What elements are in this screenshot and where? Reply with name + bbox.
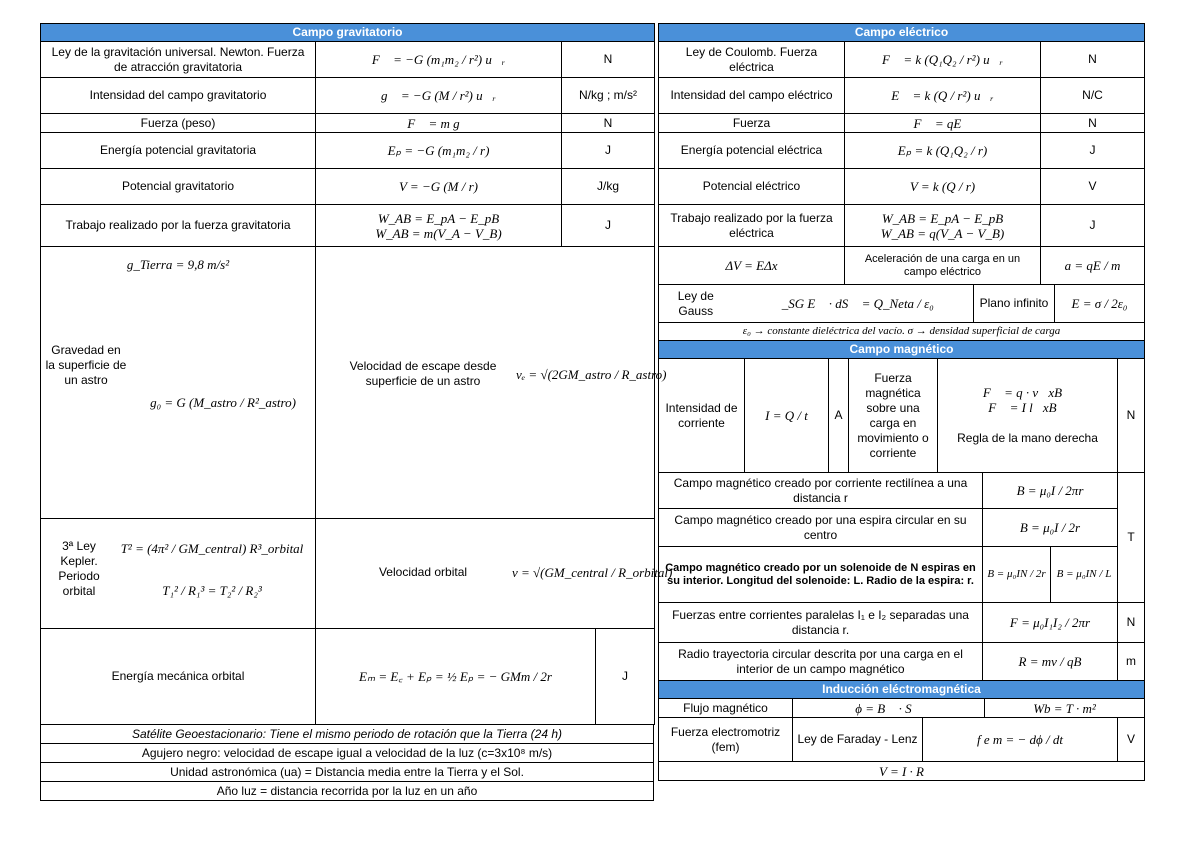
table-row [659, 78, 1145, 114]
gravitational-table [40, 23, 655, 247]
magnetic-header: Campo magnético [659, 341, 1145, 359]
emf-formula: f e m = − dϕ / dt [923, 718, 1118, 762]
row-formula: E⃗ = k (Q / r²) u⃗ᵣ [845, 78, 1041, 114]
mechanical-energy-formula: Eₘ = E꜀ + Eₚ = ½ Eₚ = − GMm / 2r [316, 629, 596, 725]
row-label: Intensidad del campo eléctrico [659, 78, 845, 114]
notes-table [40, 724, 654, 801]
gravity-table [40, 246, 673, 629]
induction-header: Inducción eléctromagnética [659, 681, 1145, 699]
row-unit: N [562, 114, 655, 133]
row-label: Fuerza (peso) [41, 114, 316, 133]
row-formula: g⃗ = −G (M / r²) u⃗ᵣ [316, 78, 562, 114]
solenoid-radius-formula: B = μ₀IN / 2r [983, 547, 1051, 603]
table-row [41, 114, 655, 133]
row-unit: N [1041, 114, 1145, 133]
escape-velocity-formula: vₑ = √(2GM_astro / R_astro) [516, 367, 667, 382]
magnetic-extra-table [658, 602, 1145, 699]
row-label: Energía potencial eléctrica [659, 133, 845, 169]
row-unit: J [562, 205, 655, 247]
escape-velocity-cell [316, 247, 667, 519]
circular-path-unit: m [1118, 643, 1145, 681]
row-formula: F⃗ = qE⃗ [845, 114, 1041, 133]
kepler-label: 3ª Ley Kepler. Periodo orbital [58, 539, 100, 598]
emf-table [658, 717, 1145, 781]
escape-velocity-label: Velocidad de escape desde superficie de un astro [349, 359, 497, 388]
current-formula: I = Q / t [745, 359, 829, 473]
parallel-currents-formula: F = μ₀I₁I₂ / 2πr [983, 603, 1118, 643]
kepler-cell [41, 519, 316, 629]
magnetic-force-current-formula: F⃗ = I l⃗xB⃗ [988, 400, 1067, 415]
acceleration-label: Aceleración de una carga en un campo eléctrico [845, 247, 1041, 285]
electric-header: Campo eléctrico [659, 24, 1145, 42]
mechanical-energy-label: Energía mecánica orbital [41, 629, 316, 725]
infinite-plane-label: Plano infinito [974, 285, 1055, 323]
gravitational-header: Campo gravitatorio [41, 24, 655, 42]
straight-wire-label: Campo magnético creado por corriente rectilínea a una distancia r [659, 473, 983, 509]
ohm-law-formula: V = I · R [659, 762, 1145, 781]
note-astronomical-unit: Unidad astronómica (ua) = Distancia media entre la Tierra y el Sol. [41, 763, 654, 782]
magnetic-force-unit: N [1118, 359, 1145, 473]
row-label: Ley de Coulomb. Fuerza eléctrica [659, 42, 845, 78]
right-hand-rule: Regla de la mano derecha [957, 431, 1098, 445]
row-label: Trabajo realizado por la fuerza gravitatoria [41, 205, 316, 247]
row-unit: N/C [1041, 78, 1145, 114]
table-row [659, 169, 1145, 205]
emf-label: Fuerza electromotriz (fem) [659, 718, 793, 762]
circular-path-formula: R = mv / qB [983, 643, 1118, 681]
row-unit: J [562, 133, 655, 169]
row-label: Intensidad del campo gravitatorio [41, 78, 316, 114]
row-formula-line: W_AB = E_pA − E_pB [377, 210, 500, 226]
solenoid-length-formula: B = μ₀IN / L [1051, 547, 1118, 603]
row-formula: F⃗ = k (Q₁Q₂ / r²) u⃗ᵣ [845, 42, 1041, 78]
row-unit: N/kg ; m/s² [562, 78, 655, 114]
note-geostationary: Satélite Geoestacionario: Tiene el mismo periodo de rotación que la Tierra (24 h) [41, 725, 654, 744]
table-row [659, 205, 1145, 247]
row-formula: F⃗ = −G (m₁m₂ / r²) u⃗ᵣ [316, 42, 562, 78]
row-label: Fuerza [659, 114, 845, 133]
magnetic-force-cell [938, 359, 1118, 473]
row-label: Ley de la gravitación universal. Newton. Fuerza de atracción gravitatoria [41, 42, 316, 78]
table-row [659, 133, 1145, 169]
table-row [659, 114, 1145, 133]
emf-unit: V [1118, 718, 1145, 762]
row-label: Potencial gravitatorio [41, 169, 316, 205]
mechanical-energy-unit: J [596, 629, 655, 725]
note-black-hole: Agujero negro: velocidad de escape igual a velocidad de la luz (c=3x10⁸ m/s) [41, 744, 654, 763]
epsilon-note: ε₀ → constante dieléctrica del vacío. σ → densidad superficial de carga [659, 323, 1145, 341]
row-formula: Eₚ = −G (m₁m₂ / r) [316, 133, 562, 169]
magnetic-force-table [658, 358, 1145, 473]
induction-table [658, 698, 1145, 718]
magnetic-field-unit: T [1118, 473, 1145, 603]
magnetic-force-label: Fuerza magnética sobre una carga en movimiento o corriente [849, 359, 938, 473]
row-unit: J/kg [562, 169, 655, 205]
row-unit: N [562, 42, 655, 78]
table-row [41, 169, 655, 205]
table-row [659, 42, 1145, 78]
table-row [41, 78, 655, 114]
row-formula: Eₚ = k (Q₁Q₂ / r) [845, 133, 1041, 169]
table-row [41, 133, 655, 169]
orbital-velocity-formula: v = √(GM_central / R_orbital) [512, 565, 673, 580]
potential-difference-formula: ΔV = EΔx [659, 247, 845, 285]
row-formula: V = −G (M / r) [316, 169, 562, 205]
kepler-ratio-formula: T₁² / R₁³ = T₂² / R₂³ [162, 583, 262, 598]
row-formula-line: W_AB = m(V_A − V_B) [375, 225, 502, 241]
row-formula [316, 205, 562, 247]
row-unit: J [1041, 205, 1145, 247]
parallel-currents-label: Fuerzas entre corrientes paralelas I₁ e I₂ separadas una distancia r. [659, 603, 983, 643]
row-unit: J [1041, 133, 1145, 169]
kepler-formula: T² = (4π² / GM_central) R³_orbital [120, 541, 304, 556]
faraday-lenz-label: Ley de Faraday - Lenz [793, 718, 923, 762]
row-label: Energía potencial gravitatoria [41, 133, 316, 169]
electromagnetic-panel [658, 23, 1144, 781]
earth-gravity-value: g_Tierra = 9,8 m/s² [126, 257, 230, 272]
orbital-velocity-label: Velocidad orbital [378, 565, 468, 579]
table-row [41, 42, 655, 78]
magnetic-force-formula: F⃗ = q · v⃗xB⃗ [982, 385, 1073, 400]
parallel-currents-unit: N [1118, 603, 1145, 643]
table-row [41, 205, 655, 247]
row-label: Potencial eléctrico [659, 169, 845, 205]
circular-path-label: Radio trayectoria circular descrita por una carga en el interior de un campo magnético [659, 643, 983, 681]
row-formula-line: W_AB = q(V_A − V_B) [880, 225, 1005, 241]
electric-table [658, 23, 1145, 285]
row-formula: V = k (Q / r) [845, 169, 1041, 205]
gauss-label: Ley de Gauss [659, 285, 733, 323]
gauss-formula: ∮_SG E⃗ · dS⃗ = Q_Neta / ε₀ [733, 285, 974, 323]
energy-table [40, 628, 655, 725]
magnetic-flux-unit: Wb = T · m² [985, 699, 1145, 718]
surface-gravity-formula: g₀ = G (M_astro / R²_astro) [150, 395, 296, 410]
row-unit: V [1041, 169, 1145, 205]
surface-gravity-cell [41, 247, 316, 519]
row-formula: F⃗ = m g⃗ [316, 114, 562, 133]
row-formula [845, 205, 1041, 247]
orbital-velocity-cell [316, 519, 673, 629]
gauss-table [658, 284, 1145, 359]
current-label: Intensidad de corriente [659, 359, 745, 473]
gravitational-panel [40, 23, 673, 801]
row-formula-line: W_AB = E_pA − E_pB [881, 210, 1004, 226]
surface-gravity-label: Gravedad en la superficie de un astro [45, 343, 127, 387]
magnetic-flux-label: Flujo magnético [659, 699, 793, 718]
circular-loop-formula: B = μ₀I / 2r [983, 509, 1118, 547]
infinite-plane-formula: E = σ / 2ε₀ [1055, 285, 1145, 323]
row-label: Trabajo realizado por la fuerza eléctrica [659, 205, 845, 247]
circular-loop-label: Campo magnético creado por una espira circular en su centro [659, 509, 983, 547]
straight-wire-formula: B = μ₀I / 2πr [983, 473, 1118, 509]
magnetic-field-table [658, 472, 1145, 603]
magnetic-flux-formula: ϕ = B⃗ · S⃗ [793, 699, 985, 718]
row-unit: N [1041, 42, 1145, 78]
solenoid-label: Campo magnético creado por un solenoide de N espiras en su interior. Longitud del solenoide: L. Radio de la espira: r. [659, 547, 983, 603]
note-light-year: Año luz = distancia recorrida por la luz en un año [41, 782, 654, 801]
current-unit: A [829, 359, 849, 473]
acceleration-formula: a = qE / m [1041, 247, 1145, 285]
